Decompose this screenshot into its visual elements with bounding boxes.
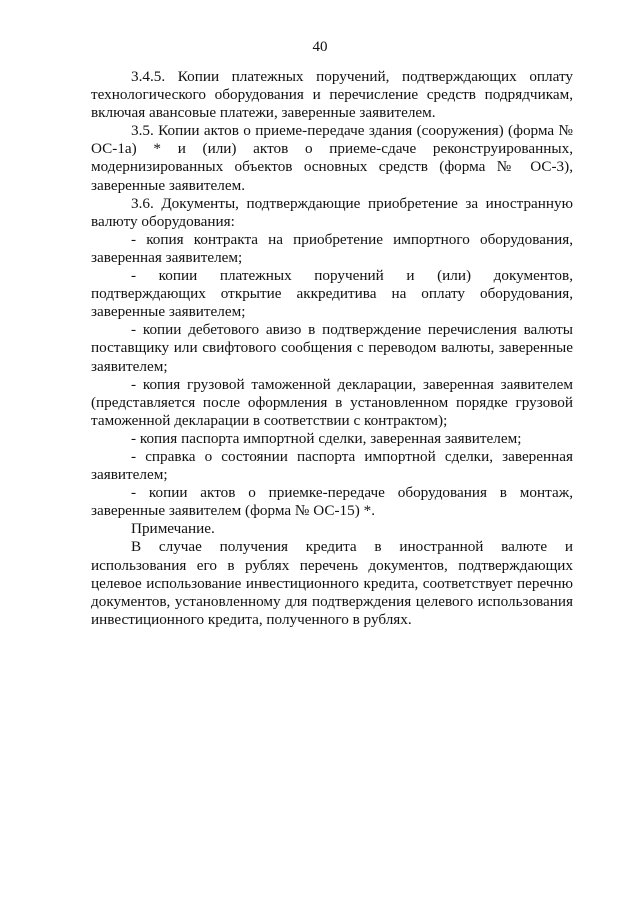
list-item-payment-orders: - копии платежных поручений и (или) документов, подтверждающих открытие аккредитива на оплату оборудования, заверенные заявителем; <box>91 267 573 321</box>
list-item-customs-declaration: - копия грузовой таможенной декларации, заверенная заявителем (представляется после оформления в установленном порядке грузовой таможенной декларации в соответствии с контрактом); <box>91 375 573 429</box>
note-text: В случае получения кредита в иностранной валюте и использования его в рублях перечень документов, подтверждающих целевое использование инвестиционного кредита, соответствует перечню документов, установленному для подтверждения целевого использования инвестиционного кредита, полученного в рублях. <box>91 538 573 628</box>
list-item-deal-passport: - копия паспорта импортной сделки, заверенная заявителем; <box>131 429 522 447</box>
note-heading: Примечание. <box>131 520 215 538</box>
page-number: 40 <box>312 39 328 55</box>
list-item-installation-acts: - копии актов о приемке-передаче оборудования в монтаж, заверенные заявителем (форма № ОС-15) *. <box>91 484 573 520</box>
paragraph-3-6: 3.6. Документы, подтверждающие приобретение за иностранную валюту оборудования: <box>91 194 573 230</box>
paragraph-3-5: 3.5. Копии актов о приеме-передаче здания (сооружения) (форма № ОС-1а) * и (или) актов о приеме-сдаче реконструированных, модернизированных объектов основных средств (форма № ОС-3), заверенные заявителем. <box>91 122 573 194</box>
list-item-debit-advice: - копии дебетового авизо в подтверждение перечисления валюты поставщику или свифтового сообщения с переводом валюты, заверенные заявителем; <box>91 321 573 375</box>
list-item-contract-copy: - копия контракта на приобретение импортного оборудования, заверенная заявителем; <box>91 230 573 266</box>
paragraph-3-4-5: 3.4.5. Копии платежных поручений, подтверждающих оплату технологического оборудования и перечисление средств подрядчикам, включая авансовые платежи, заверенные заявителем. <box>91 68 573 122</box>
document-body <box>91 68 573 629</box>
list-item-passport-status: - справка о состоянии паспорта импортной сделки, заверенная заявителем; <box>91 447 573 484</box>
